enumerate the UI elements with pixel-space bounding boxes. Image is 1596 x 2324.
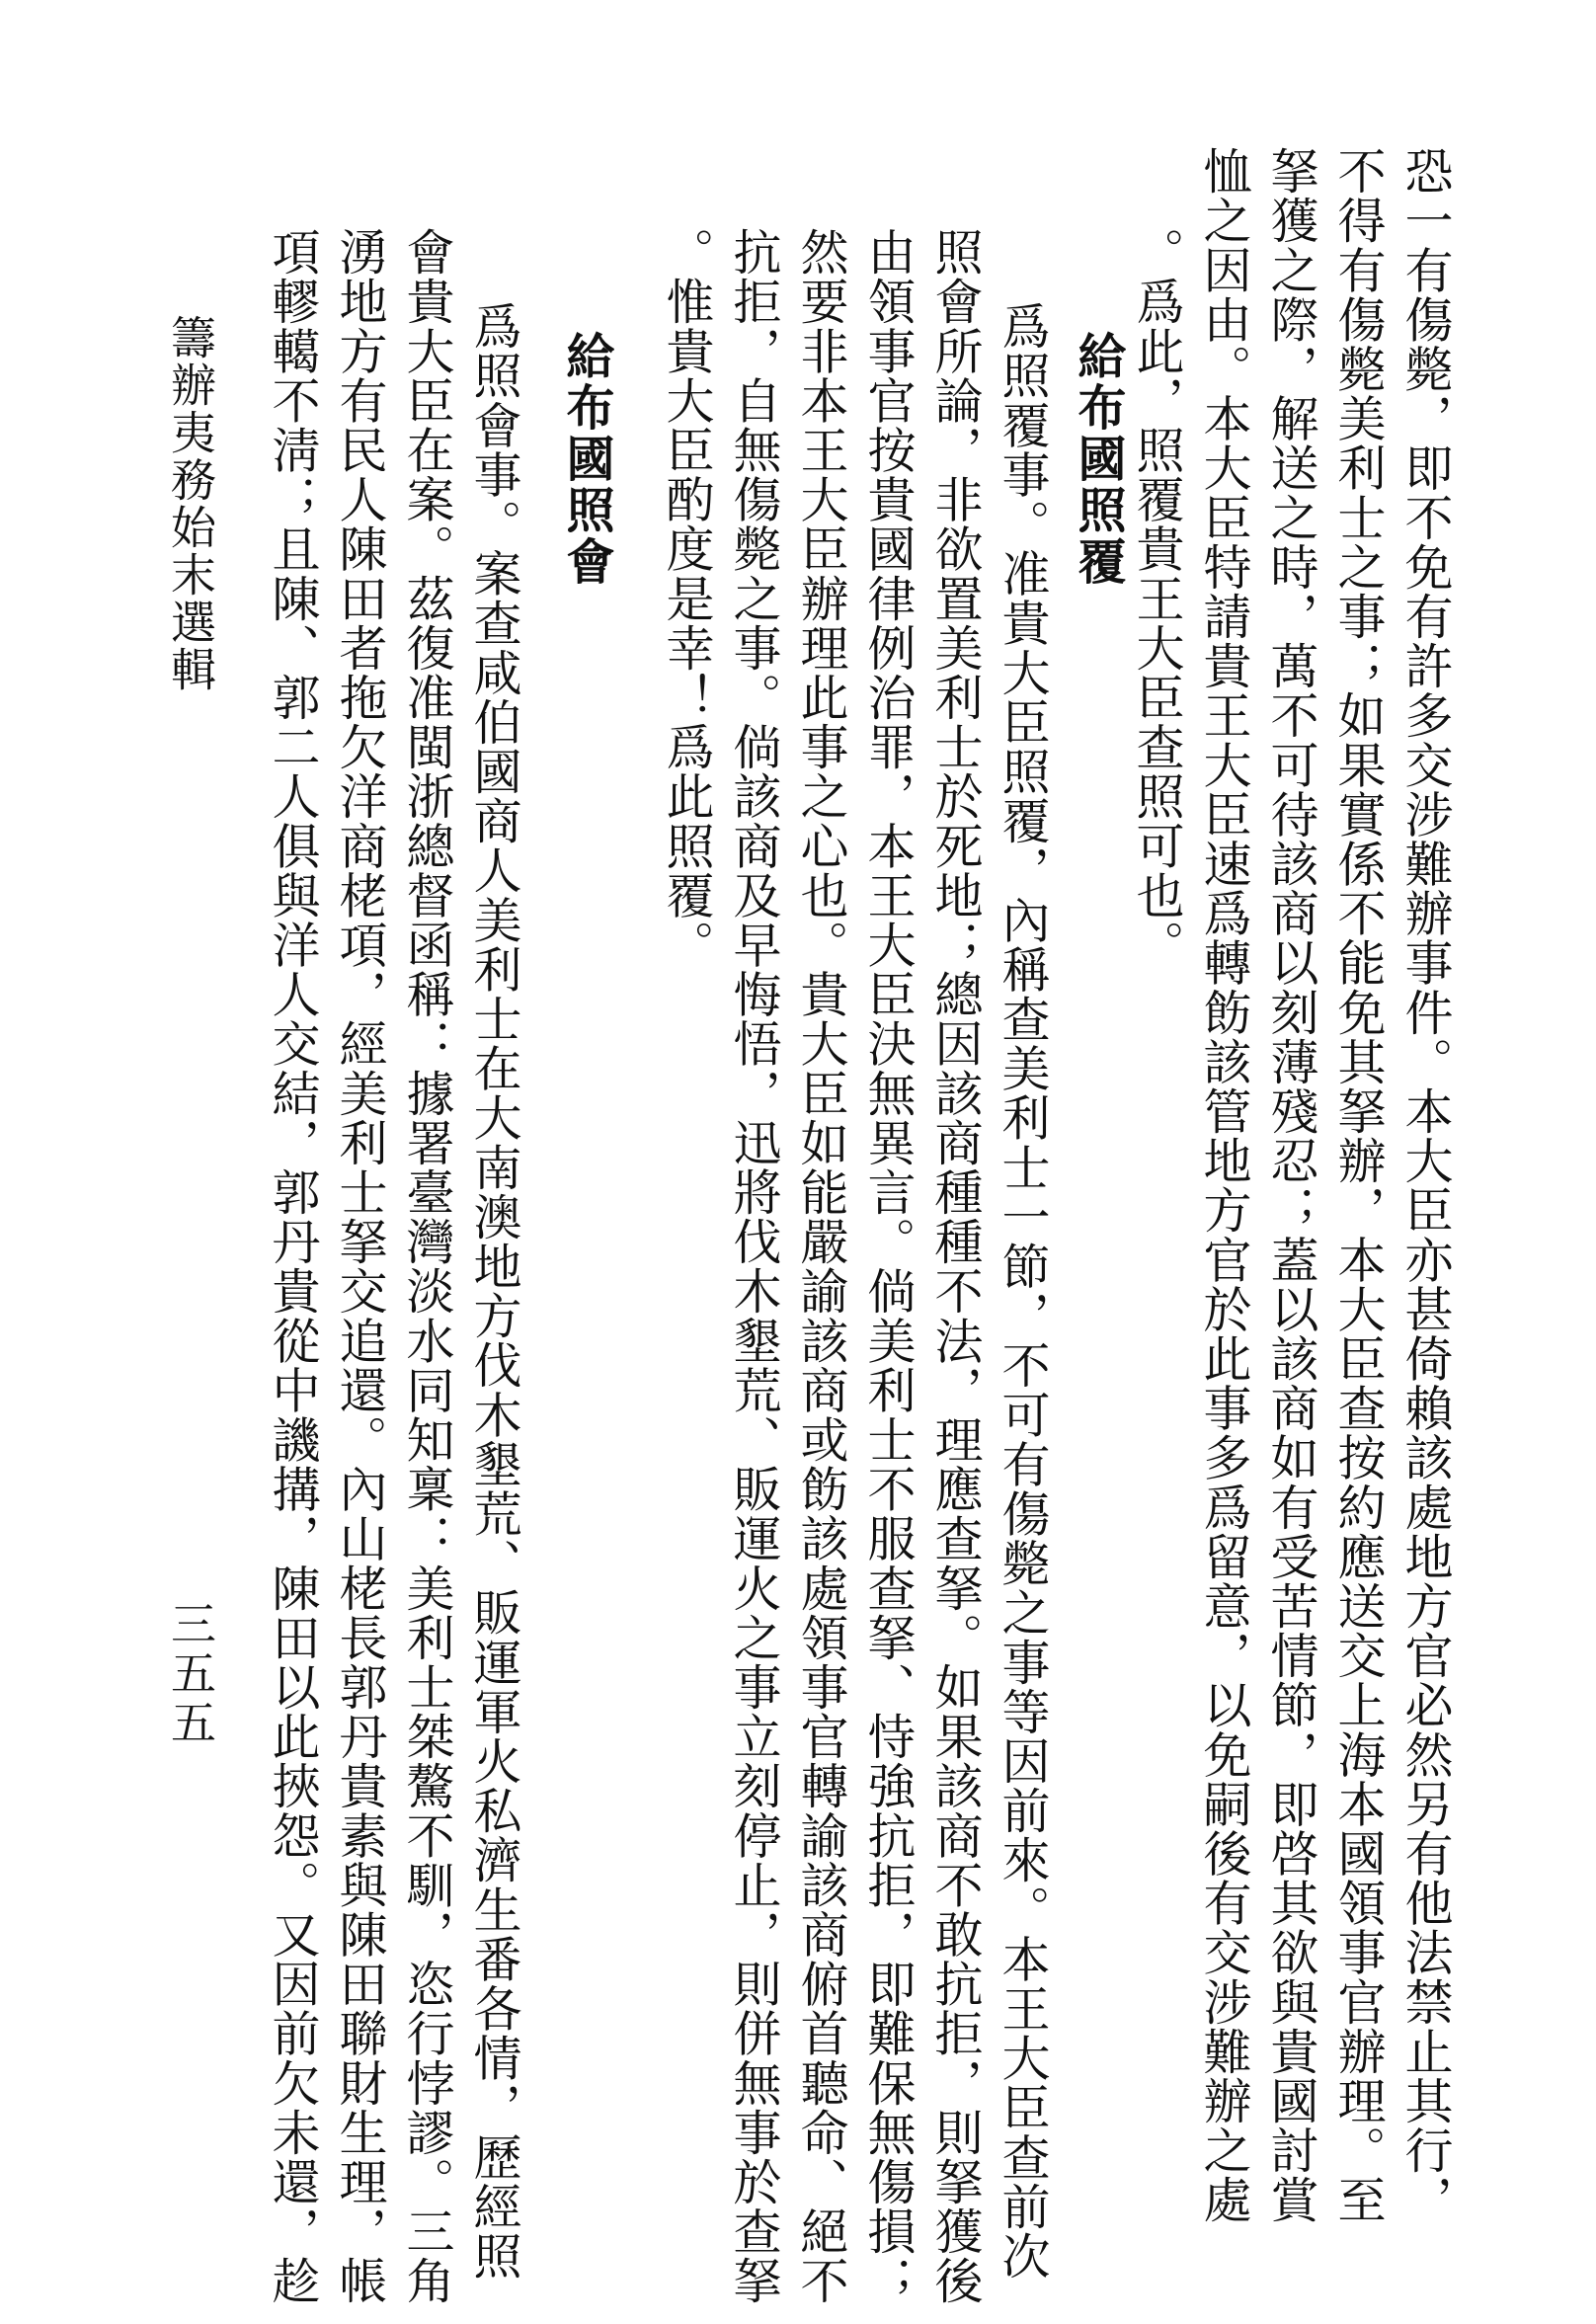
text-column-11: 。惟貴大臣酌度是幸！爲此照覆。 xyxy=(659,227,715,970)
text-column-1: 恐一有傷斃，即不免有許多交涉難辦事件。本大臣亦甚倚賴該處地方官必然另有他法禁止其行， xyxy=(1397,146,1454,2225)
text-column-14: 湧地方有民人陳田者拖欠洋商栳項，經美利士拏交追還。內山栳長郭丹貴素與陳田聯財生理，帳 xyxy=(332,227,388,2306)
text-column-5: 。爲此，照覆貴王大臣查照可也。 xyxy=(1129,227,1185,970)
section-heading-2: 給布國照會 xyxy=(559,331,616,588)
text-column-12: 爲照會事。案查咸伯國商人美利士在大南澳地方伐木墾荒、販運軍火私濟生番各情，歷經照 xyxy=(466,301,522,2281)
text-column-3: 拏獲之際，解送之時，萬不可待該商以刻薄殘忍；蓋以該商如有受苦情節，即啓其欲與貴國討賞 xyxy=(1263,146,1319,2225)
book-title: 籌辦夷務始末選輯 xyxy=(164,314,217,693)
text-column-2: 不得有傷斃美利士之事；如果實係不能免其拏辦，本大臣查按約應送交上海本國領事官辦理。至 xyxy=(1330,146,1387,2225)
text-column-7: 照會所論，非欲置美利士於死地；總因該商種種不法，理應查拏。如果該商不敢抗拒，則拏獲後 xyxy=(927,227,984,2306)
text-column-13: 會貴大臣在案。茲復准閩浙總督函稱：據署臺灣淡水同知稟：美利士桀驁不馴，恣行悖謬。三角 xyxy=(399,227,455,2306)
text-column-4: 恤之因由。本大臣特請貴王大臣速爲轉飭該管地方官於此事多爲留意，以免嗣後有交涉難辦之處 xyxy=(1196,146,1252,2225)
text-column-9: 然要非本王大臣辦理此事之心也。貴大臣如能嚴諭該商或飭該處領事官轉諭該商俯首聽命、絕不 xyxy=(793,227,849,2306)
text-column-15: 項轇轕不淸；且陳、郭二人俱與洋人交結，郭丹貴從中譏搆，陳田以此挾怨。又因前欠未還，趁 xyxy=(265,227,321,2306)
text-column-6: 爲照覆事。准貴大臣照覆，內稱查美利士一節，不可有傷斃之事等因前來。本王大臣查前次 xyxy=(995,301,1051,2281)
text-column-10: 抗拒，自無傷斃之事。倘該商及早悔悟，迅將伐木墾荒、販運火之事立刻停止，則併無事於查拏 xyxy=(726,227,782,2306)
section-heading-1: 給布國照覆 xyxy=(1071,331,1128,588)
text-column-8: 由領事官按貴國律例治罪，本王大臣決無異言。倘美利士不服查拏、恃強抗拒，即難保無傷損； xyxy=(860,227,917,2306)
page-number: 三五五 xyxy=(164,1600,217,1748)
